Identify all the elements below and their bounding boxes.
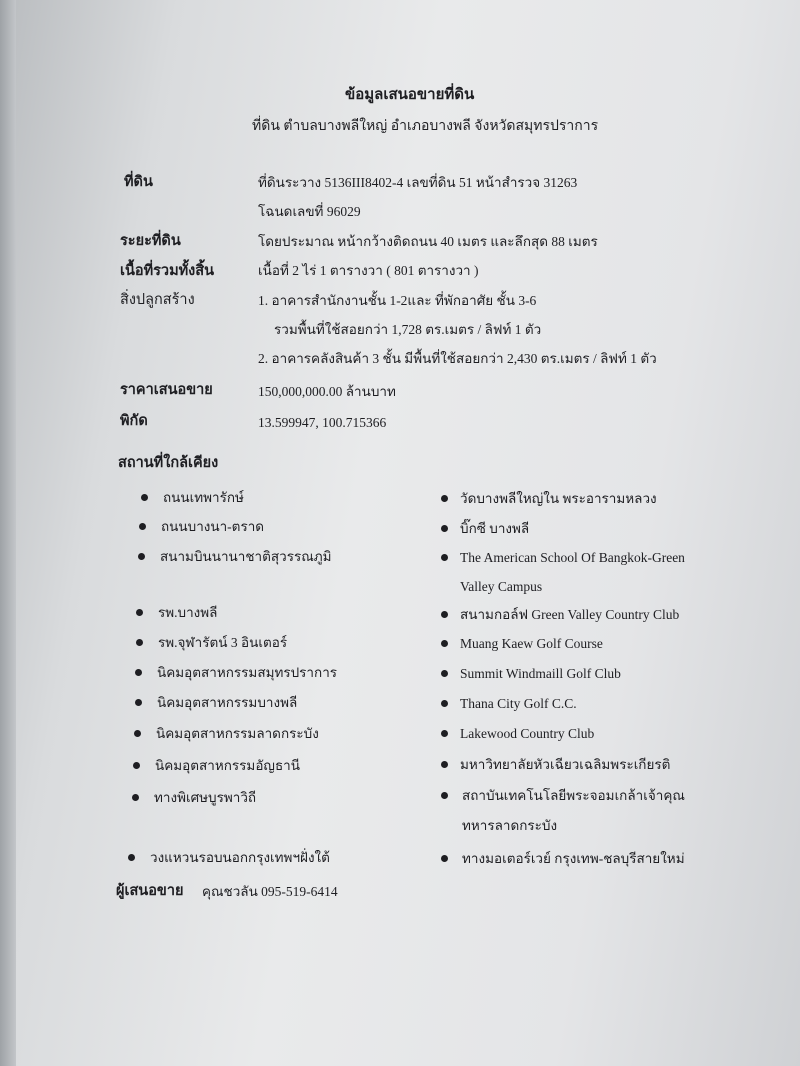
nearby-right-item: สนามกอล์ฟ Green Valley Country Club: [460, 607, 680, 622]
nearby-right-item: Lakewood Country Club: [460, 726, 595, 741]
building-line-3: 2. อาคารคลังสินค้า 3 ชั้น มีพื้นที่ใช้สอยกว่า 2,430 ตร.เมตร / ลิฟท์ 1 ตัว: [258, 351, 657, 366]
price-value: 150,000,000.00 ล้านบาท: [258, 384, 396, 399]
bullet-icon: [139, 523, 146, 530]
bullet-icon: [135, 669, 142, 676]
bullet-icon: [441, 792, 448, 799]
nearby-right-item-cont: ทหารลาดกระบัง: [462, 818, 558, 833]
coordinates-label: พิกัด: [120, 413, 148, 429]
seller-contact: คุณชวลัน 095-519-6414: [202, 884, 338, 899]
nearby-left-item: นิคมอุตสาหกรรมอัญธานี: [155, 758, 300, 773]
nearby-left-item: รพ.บางพลี: [158, 605, 218, 620]
nearby-left-item: ทางพิเศษบูรพาวิถี: [154, 790, 257, 805]
bullet-icon: [136, 639, 143, 646]
building-line-1: 1. อาคารสำนักงานชั้น 1-2และ ที่พักอาศัย ชั้น 3-6: [258, 293, 537, 308]
nearby-left-item: รพ.จุฬารัตน์ 3 อินเตอร์: [158, 635, 288, 650]
nearby-left-item: สนามบินนานาชาติสุวรรณภูมิ: [160, 549, 332, 564]
land-line-2: โฉนดเลขที่ 96029: [258, 204, 361, 219]
bullet-icon: [138, 553, 145, 560]
nearby-heading: สถานที่ใกล้เคียง: [118, 455, 219, 471]
bullet-icon: [135, 699, 142, 706]
price-label: ราคาเสนอขาย: [120, 382, 213, 398]
bullet-icon: [441, 525, 448, 532]
nearby-right-item-cont: Valley Campus: [460, 579, 543, 594]
document-subtitle: ที่ดิน ตำบลบางพลีใหญ่ อำเภอบางพลี จังหวัดสมุทรปราการ: [252, 119, 599, 134]
bullet-icon: [136, 609, 143, 616]
bullet-icon: [141, 494, 148, 501]
land-label: ที่ดิน: [124, 174, 153, 190]
nearby-right-item: บิ๊กซี บางพลี: [460, 521, 530, 536]
bullet-icon: [441, 611, 448, 618]
bullet-icon: [134, 730, 141, 737]
nearby-right-item: The American School Of Bangkok-Green: [460, 550, 685, 565]
document-title: ข้อมูลเสนอขายที่ดิน: [345, 87, 475, 103]
nearby-right-item: ทางมอเตอร์เวย์ กรุงเทพ-ชลบุรีสายใหม่: [462, 851, 685, 866]
dimension-value: โดยประมาณ หน้ากว้างติดถนน 40 เมตร และลึกสุด 88 เมตร: [258, 234, 598, 249]
bullet-icon: [441, 554, 448, 561]
seller-label: ผู้เสนอขาย: [116, 883, 184, 899]
nearby-left-item: นิคมอุตสาหกรรมลาดกระบัง: [156, 726, 319, 741]
building-line-2: รวมพื้นที่ใช้สอยกว่า 1,728 ตร.เมตร / ลิฟท์ 1 ตัว: [274, 322, 542, 337]
nearby-right-item: สถาบันเทคโนโลยีพระจอมเกล้าเจ้าคุณ: [462, 788, 685, 803]
area-value: เนื้อที่ 2 ไร่ 1 ตารางวา ( 801 ตารางวา ): [258, 263, 479, 278]
coordinates-value: 13.599947, 100.715366: [258, 415, 387, 430]
nearby-right-item: Muang Kaew Golf Course: [460, 636, 603, 651]
bullet-icon: [133, 762, 140, 769]
nearby-left-item: วงแหวนรอบนอกกรุงเทพฯฝั่งใต้: [150, 850, 330, 865]
nearby-right-item: มหาวิทยาลัยหัวเฉียวเฉลิมพระเกียรติ: [460, 757, 671, 772]
building-label: สิ่งปลูกสร้าง: [120, 292, 195, 308]
nearby-left-item: นิคมอุตสาหกรรมสมุทรปราการ: [157, 665, 338, 680]
nearby-right-item: วัดบางพลีใหญ่ใน พระอารามหลวง: [460, 491, 657, 506]
bullet-icon: [132, 794, 139, 801]
nearby-right-item: Summit Windmaill Golf Club: [460, 666, 621, 681]
land-line-1: ที่ดินระวาง 5136III8402-4 เลขที่ดิน 51 หน้าสำรวจ 31263: [258, 175, 578, 190]
area-label: เนื้อที่รวมทั้งสิ้น: [120, 263, 215, 279]
nearby-left-item: ถนนบางนา-ตราด: [161, 519, 265, 534]
bullet-icon: [128, 854, 135, 861]
bullet-icon: [441, 640, 448, 647]
bullet-icon: [441, 761, 448, 768]
dimension-label: ระยะที่ดิน: [120, 233, 181, 249]
bullet-icon: [441, 670, 448, 677]
page-edge: [0, 0, 16, 1066]
bullet-icon: [441, 495, 448, 502]
bullet-icon: [441, 855, 448, 862]
bullet-icon: [441, 730, 448, 737]
nearby-left-item: นิคมอุตสาหกรรมบางพลี: [157, 695, 298, 710]
nearby-left-item: ถนนเทพารักษ์: [163, 490, 244, 505]
nearby-right-item: Thana City Golf C.C.: [460, 696, 577, 711]
bullet-icon: [441, 700, 448, 707]
